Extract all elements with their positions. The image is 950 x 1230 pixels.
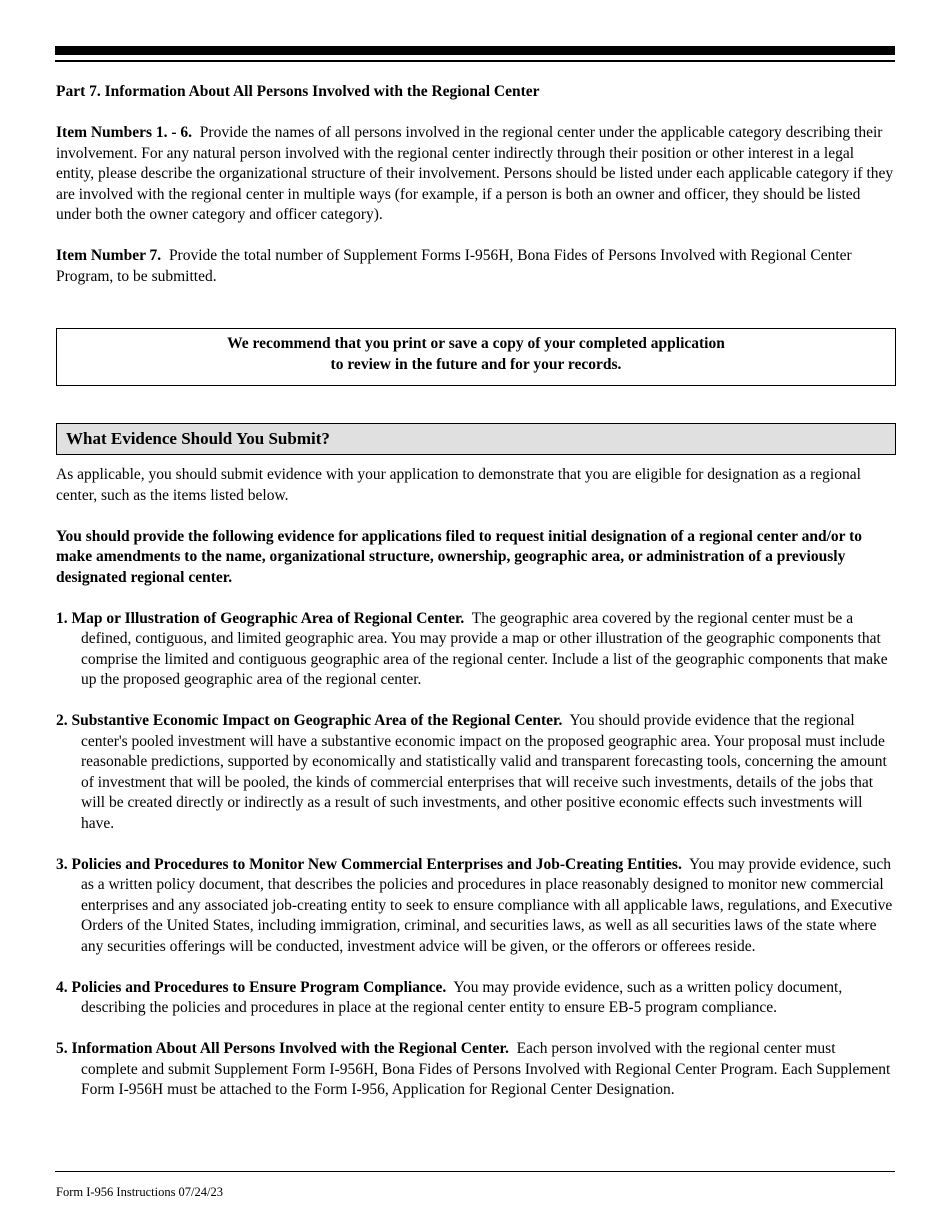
evidence-item-label: 2. Substantive Economic Impact on Geographic Area of the Regional Center. bbox=[56, 712, 563, 729]
item-7-text: Provide the total number of Supplement Forms I-956H, Bona Fides of Persons Involved with Regional Center Program, to be submitted. bbox=[56, 247, 852, 285]
evidence-item bbox=[56, 609, 896, 691]
evidence-lead: You should provide the following evidence for applications filed to request initial designation of a regional center and/or to make amendments to the name, organizational structure, ownership, geographic area, or administration of a previously designated regional center. bbox=[56, 527, 863, 586]
evidence-item-text: The geographic area covered by the regional center must be a defined, contiguous, and limited geographic area. You may provide a map or other illustration of the geographic components that comprise the limited and contiguous geographic area of the regional center. Include a list of the geographic components that make up the proposed geographic area of the regional center. bbox=[81, 609, 888, 688]
evidence-list bbox=[56, 609, 896, 1101]
evidence-item-text: You may provide evidence, such as a written policy document, that describes the policies and procedures in place reasonably designed to monitor new commercial enterprises and any associated job-creating entity to seek to ensure compliance with all applicable laws, regulations, and Executive Orders of the United States, including immigration, criminal, and securities laws, as well as all securities laws of the state where any securities offerings will be conducted, investment advice will be given, or the offerors or offerees reside. bbox=[81, 855, 893, 955]
evidence-item-label: 1. Map or Illustration of Geographic Area of Regional Center. bbox=[56, 609, 465, 627]
evidence-item-text: Each person involved with the regional center must complete and submit Supplement Form I-956H, Bona Fides of Persons Involved with Regional Center Program. Each Supplement Form I-956H must be attached to the Form I-956, Application for Regional Center Designation. bbox=[81, 1040, 891, 1098]
evidence-item-text: You may provide evidence, such as a written policy document, describing the policies and procedures in place at the regional center entity to ensure EB-5 program compliance. bbox=[81, 978, 843, 1016]
evidence-item bbox=[56, 711, 896, 834]
evidence-item bbox=[56, 1039, 896, 1101]
evidence-section-header: What Evidence Should You Submit? bbox=[56, 423, 896, 455]
item-1-6-label: Item Numbers 1. - 6. bbox=[56, 124, 193, 141]
footer-form-id: Form I-956 Instructions 07/24/23 bbox=[56, 1185, 224, 1199]
part7-heading: Part 7. Information About All Persons Involved with the Regional Center bbox=[56, 83, 540, 100]
evidence-item-text: You should provide evidence that the regional center's pooled investment will have a substantive economic impact on the proposed geographic area. Your proposal must include reasonable predictions, supported by economically and statistically valid and transparent forecasting tools, concerning the amount of investment that will be pooled, the kinds of commercial enterprises that will receive such investments, details of the jobs that will be created directly or indirectly as a result of such investments, and other positive economic effects such investments will have. bbox=[81, 712, 887, 832]
header-thick-rule bbox=[55, 46, 895, 55]
notice-line-1: We recommend that you print or save a copy of your completed application bbox=[227, 335, 725, 352]
evidence-item-label: 4. Policies and Procedures to Ensure Program Compliance. bbox=[56, 978, 447, 996]
item-1-6-paragraph bbox=[56, 123, 896, 226]
footer-rule bbox=[55, 1171, 895, 1172]
evidence-item bbox=[56, 855, 896, 958]
print-save-notice-box bbox=[56, 328, 896, 386]
item-1-6-text: Provide the names of all persons involved in the regional center under the applicable category describing their involvement. For any natural person involved with the regional center indirectly through their position or other interest in a legal entity, please describe the organizational structure of their involvement. Persons should be listed under each applicable category if they are involved with the regional center in multiple ways (for example, if a person is both an owner and officer, they should be listed under both the owner category and officer category). bbox=[56, 124, 894, 223]
evidence-intro: As applicable, you should submit evidence with your application to demonstrate that you are eligible for designation as a regional center, such as the items listed below. bbox=[56, 466, 861, 504]
page-content bbox=[56, 82, 896, 1101]
header-thin-rule bbox=[55, 60, 895, 62]
item-7-label: Item Number 7. bbox=[56, 247, 162, 264]
notice-line-2: to review in the future and for your records. bbox=[330, 355, 622, 373]
item-7-paragraph bbox=[56, 246, 896, 287]
evidence-item-label: 3. Policies and Procedures to Monitor New Commercial Enterprises and Job-Creating Entities. bbox=[56, 855, 682, 873]
evidence-item-label: 5. Information About All Persons Involved with the Regional Center. bbox=[56, 1040, 509, 1057]
evidence-item bbox=[56, 978, 896, 1019]
